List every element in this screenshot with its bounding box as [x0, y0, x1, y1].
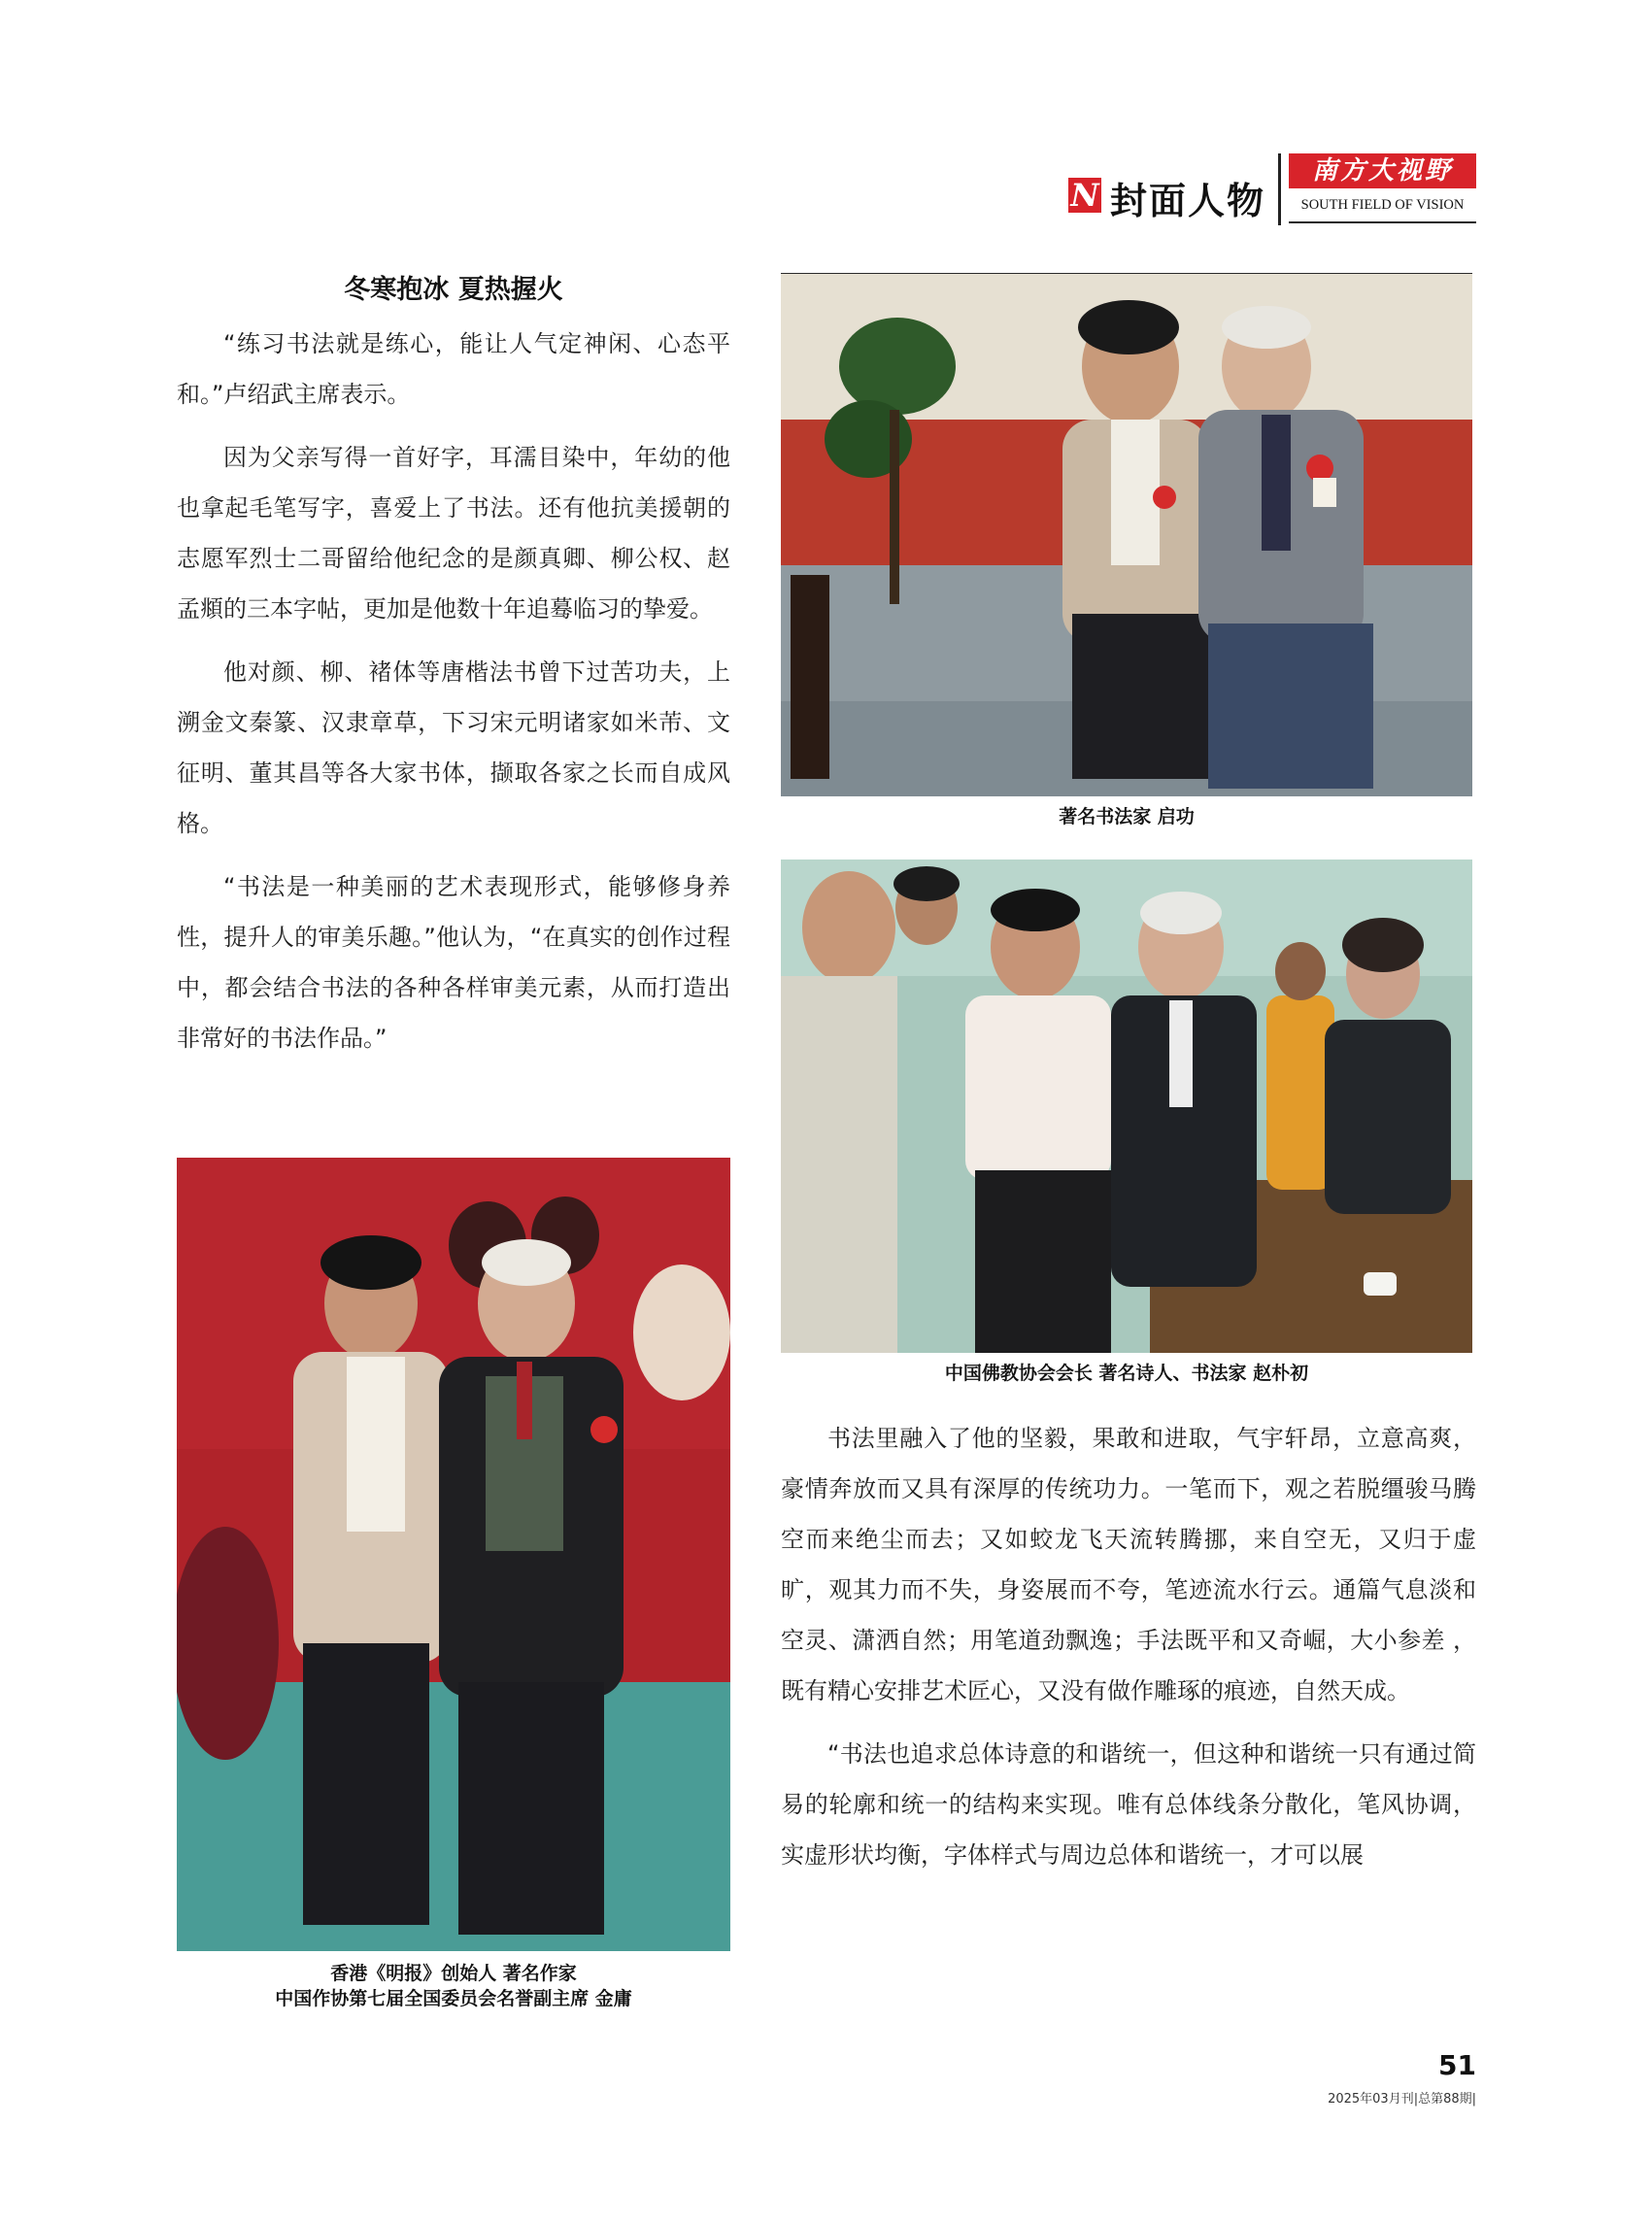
paragraph: 他对颜、柳、褚体等唐楷法书曾下过苦功夫，上溯金文秦篆、汉隶章草，下习宋元明诸家如米芾、文征明、董其昌等各大家书体，撷取各家之长而自成风格。 — [177, 658, 730, 837]
photo-with-zhao-puchu — [781, 860, 1472, 1353]
header-divider — [1278, 153, 1281, 225]
right-column-text — [781, 1413, 1476, 1893]
photo-caption: 中国佛教协会会长 著名诗人、书法家 赵朴初 — [944, 1363, 1309, 1384]
header-rule — [1289, 221, 1476, 223]
photo-caption — [177, 1961, 730, 2011]
magazine-logo-mark: N — [1068, 178, 1101, 213]
photo-with-qigong — [781, 274, 1472, 796]
section-name: 封面人物 — [1110, 179, 1266, 222]
page-number: 51 — [1438, 2049, 1476, 2081]
left-column-text — [177, 319, 730, 1076]
photo-caption: 著名书法家 启功 — [1059, 806, 1195, 827]
section-title: 冬寒抱冰 夏热握火 — [344, 275, 563, 305]
paragraph: “书法也追求总体诗意的和谐统一，但这种和谐统一只有通过简易的轮廓和统一的结构来实现。唯有总体线条分散化，笔风协调，实虚形状均衡，字体样式与周边总体和谐统一，才可以展 — [781, 1740, 1476, 1869]
brand-english: SOUTH FIELD OF VISION — [1300, 197, 1465, 213]
caption-line: 中国作协第七届全国委员会名誉副主席 金庸 — [275, 1988, 632, 2009]
paragraph: 书法里融入了他的坚毅，果敢和进取，气宇轩昂，立意高爽，豪情奔放而又具有深厚的传统功力。一笔而下，观之若脱缰骏马腾空而来绝尘而去；又如蛟龙飞天流转腾挪，来自空无，又归于虚旷，观其力而不失，身姿展而不夸，笔迹流水行云。通篇气息淡和空灵、潇洒自然；用笔道劲飘逸；手法既平和又奇崛，大小参差 ，既有精心安排艺术匠心，又没有做作雕琢的痕迹，自然天成。 — [781, 1425, 1476, 1704]
paragraph: “练习书法就是练心，能让人气定神闲、心态平和。”卢绍武主席表示。 — [177, 330, 730, 408]
photo-with-jin-yong — [177, 1158, 730, 1951]
paragraph: “书法是一种美丽的艺术表现形式，能够修身养性，提升人的审美乐趣。”他认为，“在真实的创作过程中，都会结合书法的各种各样审美元素，从而打造出非常好的书法作品。” — [177, 873, 730, 1052]
brand-name: 南方大视野 — [1289, 153, 1476, 188]
issue-info: 2025年03月刊|总第88期| — [1328, 2092, 1476, 2107]
caption-line: 香港《明报》创始人 著名作家 — [330, 1963, 577, 1984]
paragraph: 因为父亲写得一首好字，耳濡目染中，年幼的他也拿起毛笔写字，喜爱上了书法。还有他抗美援朝的志愿军烈士二哥留给他纪念的是颜真卿、柳公权、赵孟頫的三本字帖，更加是他数十年追蓦临习的挚爱。 — [177, 444, 730, 623]
